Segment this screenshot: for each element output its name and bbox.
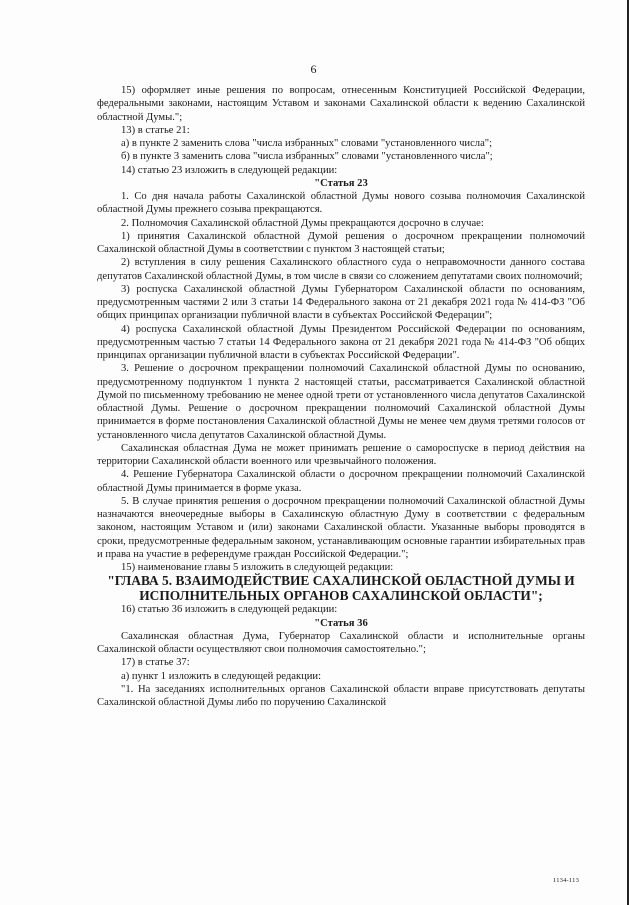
document-body	[97, 84, 585, 709]
paragraph: 4) роспуска Сахалинской областной Думы Президентом Российской Федерации по основаниям, предусмотренным частью 7 статьи 14 Федерального закона от 21 декабря 2021 года № 414-ФЗ "Об общих принципах организации публичной власти в субъектах Российской Федерации".	[97, 323, 585, 361]
paragraph: 2. Полномочия Сахалинской областной Думы прекращаются досрочно в случае:	[121, 217, 484, 229]
paragraph: 5. В случае принятия решения о досрочном прекращении полномочий Сахалинской областной Думы назначаются внеочередные выборы в Сахалинскую областную Думу в соответствии с федеральным законом, настоящим Уставом и (или) законами Сахалинской области. Указанные выборы проводятся в сроки, предусмотренные федеральным законом, устанавливающим основные гарантии избирательных прав и права на участие в референдуме граждан Российской Федерации.";	[97, 495, 585, 560]
paragraph: 4. Решение Губернатора Сахалинской области о досрочном прекращении полномочий Сахалинской областной Думы принимается в форме указа.	[97, 469, 585, 494]
article-heading-36: "Статья 36	[314, 617, 368, 629]
paragraph: б) в пункте 3 заменить слова "числа избранных" словами "установленного числа";	[121, 151, 493, 163]
paragraph: 15) наименование главы 5 изложить в следующей редакции:	[121, 562, 394, 573]
paragraph: 1. Со дня начала работы Сахалинской областной Думы нового созыва полномочия Сахалинской областной Думы прежнего созыва прекращаются.	[97, 191, 585, 216]
paragraph: 13) в статье 21:	[121, 124, 190, 136]
paragraph: 2) вступления в силу решения Сахалинского областного суда о неправомочности данного состава депутатов Сахалинской областной Думы, в том числе в связи со сложением депутатами своих полномочий;	[97, 257, 585, 282]
paragraph: 14) статью 23 изложить в следующей редакции:	[121, 164, 338, 176]
paragraph: Сахалинская областная Дума не может принимать решение о самороспуске в период действия на территории Сахалинской области военного или чрезвычайного положения.	[97, 442, 585, 467]
paragraph: "1. На заседаниях исполнительных органов Сахалинской области вправе присутствовать депутаты Сахалинской областной Думы либо по поручению Сахалинской	[97, 683, 585, 708]
paragraph: 3. Решение о досрочном прекращении полномочий Сахалинской областной Думы по основанию, предусмотренному подпунктом 1 пункта 2 настоящей статьи, рассматривается Сахалинской областной Думой по письменному требованию не менее одной трети от установленного числа депутатов Сахалинской областной Думы. Решение о досрочном прекращении полномочий Сахалинской областной Думы принимается в форме постановления Сахалинской областной Думы не менее чем двумя третями голосов от установленного числа депутатов Сахалинской областной Думы.	[97, 363, 585, 441]
page-number: 6	[310, 62, 317, 76]
paragraph: 15) оформляет иные решения по вопросам, отнесенным Конституцией Российской Федерации, федеральными законами, настоящим Уставом и законами Сахалинской области к ведению Сахалинской областной Думы.";	[97, 85, 585, 123]
article-heading-23: "Статья 23	[314, 177, 368, 189]
paragraph: 16) статью 36 изложить в следующей редакции:	[121, 604, 338, 616]
paragraph: а) в пункте 2 заменить слова "числа избранных" словами "установленного числа";	[121, 138, 493, 149]
chapter-heading-5: "ГЛАВА 5. ВЗАИМОДЕЙСТВИЕ САХАЛИНСКОЙ ОБЛАСТНОЙ ДУМЫ И ИСПОЛНИТЕЛЬНЫХ ОРГАНОВ САХАЛИНСКОЙ ОБЛАСТИ";	[107, 573, 575, 603]
paragraph: а) пункт 1 изложить в следующей редакции:	[121, 670, 322, 682]
paragraph: 17) в статье 37:	[121, 657, 190, 669]
paragraph: 3) роспуска Сахалинской областной Думы Губернатором Сахалинской области по основаниям, предусмотренным частями 2 или 3 статьи 14 Федерального закона от 21 декабря 2021 года № 414-ФЗ "Об общих принципах организации публичной власти в субъектах Российской Федерации";	[97, 283, 585, 322]
paragraph: Сахалинская областная Дума, Губернатор Сахалинской области и исполнительные органы Сахалинской области осуществляют свои полномочия самостоятельно.";	[97, 630, 585, 655]
paragraph: 1) принятия Сахалинской областной Думой решения о досрочном прекращении полномочий Сахалинской областной Думы в соответствии с пунктом 3 настоящей статьи;	[97, 230, 585, 255]
footer-document-code: 1134-113	[553, 877, 580, 884]
